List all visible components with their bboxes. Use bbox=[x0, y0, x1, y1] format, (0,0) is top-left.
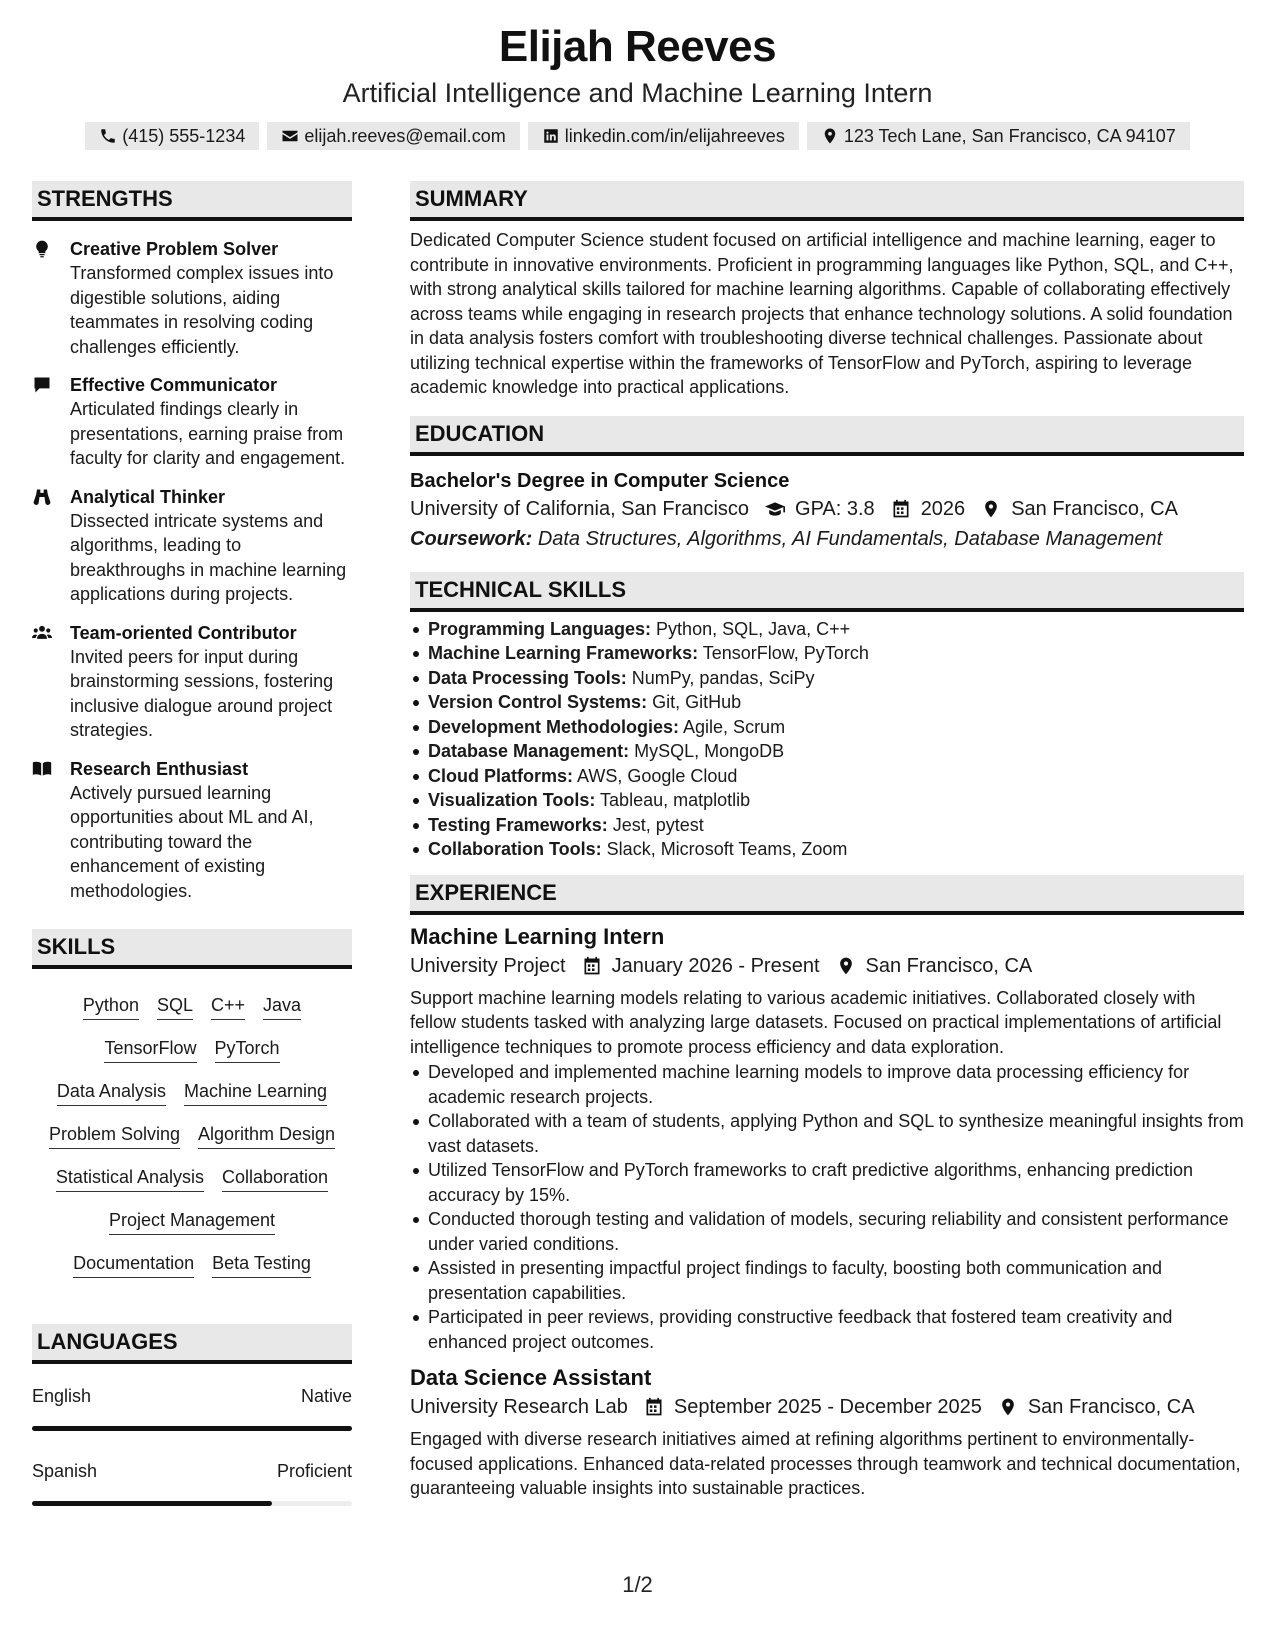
email-text: elijah.reeves@email.com bbox=[304, 125, 506, 146]
skill-chip: Project Management bbox=[109, 1200, 275, 1235]
envelope-icon bbox=[281, 127, 299, 145]
candidate-name: Elijah Reeves bbox=[498, 22, 777, 71]
contact-linkedin[interactable] bbox=[528, 122, 799, 150]
list-item: Developed and implemented machine learning models to improve data processing efficiency for academic research projects. bbox=[410, 1060, 1244, 1109]
graduation-year: 2026 bbox=[920, 497, 966, 520]
language-level: Native bbox=[300, 1386, 352, 1406]
job-dates: September 2025 - December 2025 bbox=[673, 1396, 982, 1418]
job-org: University Research Lab bbox=[410, 1396, 628, 1418]
list-item bbox=[410, 837, 1244, 862]
page-number: 1/2 bbox=[622, 1572, 653, 1597]
right-column bbox=[410, 181, 1244, 1501]
list-item: Collaborated with a team of students, applying Python and SQL to synthesize meaningful insights from vast datasets. bbox=[410, 1109, 1244, 1158]
skill-values: Tableau, matplotlib bbox=[600, 790, 751, 810]
strength-item bbox=[32, 485, 352, 607]
skill-values: AWS, Google Cloud bbox=[577, 765, 738, 786]
skill-chip: Beta Testing bbox=[212, 1243, 311, 1278]
coursework-label: Coursework: bbox=[410, 527, 533, 550]
skill-values: Slack, Microsoft Teams, Zoom bbox=[606, 839, 848, 859]
candidate-title: Artificial Intelligence and Machine Learning Intern bbox=[342, 78, 933, 108]
skills-list bbox=[32, 969, 352, 1278]
calendar-icon bbox=[644, 1397, 664, 1417]
job-bullets bbox=[410, 1060, 1244, 1354]
coursework-list: Data Structures, Algorithms, AI Fundamentals, Database Management bbox=[537, 527, 1163, 550]
strength-title: Research Enthusiast bbox=[70, 758, 249, 779]
strength-title: Effective Communicator bbox=[70, 375, 278, 395]
users-icon bbox=[32, 623, 52, 643]
skill-values: TensorFlow, PyTorch bbox=[702, 643, 869, 663]
job-entry bbox=[410, 1364, 1244, 1501]
education-meta bbox=[410, 494, 1244, 524]
language-name: English bbox=[32, 1386, 92, 1406]
lightbulb-icon bbox=[32, 239, 52, 259]
skill-chip: Python bbox=[83, 985, 139, 1020]
map-pin-icon bbox=[836, 956, 856, 976]
skill-chip: PyTorch bbox=[215, 1028, 280, 1063]
left-column bbox=[32, 181, 352, 1506]
strength-item bbox=[32, 757, 352, 904]
list-item: Conducted thorough testing and validation of models, securing reliability and consistent performance under varied conditions. bbox=[410, 1207, 1244, 1256]
language-item bbox=[32, 1459, 352, 1506]
skill-category: Data Processing Tools: bbox=[428, 667, 627, 688]
skill-values: NumPy, pandas, SciPy bbox=[631, 667, 815, 688]
gpa: GPA: 3.8 bbox=[795, 497, 875, 520]
skills-heading: SKILLS bbox=[32, 929, 352, 969]
skill-chip: TensorFlow bbox=[104, 1028, 196, 1063]
phone-icon bbox=[99, 127, 117, 145]
job-entry bbox=[410, 923, 1244, 1355]
job-location: San Francisco, CA bbox=[1027, 1396, 1195, 1418]
language-item bbox=[32, 1384, 352, 1431]
skill-category: Database Management: bbox=[428, 741, 630, 761]
coursework bbox=[410, 524, 1244, 554]
job-title: Data Science Assistant bbox=[410, 1365, 652, 1390]
map-pin-icon bbox=[998, 1397, 1018, 1417]
languages-heading: LANGUAGES bbox=[32, 1324, 352, 1364]
degree-title: Bachelor's Degree in Computer Science bbox=[410, 469, 790, 492]
book-icon bbox=[32, 759, 52, 779]
language-proficiency-fill bbox=[32, 1501, 272, 1506]
language-name: Spanish bbox=[32, 1461, 98, 1481]
skill-values: Python, SQL, Java, C++ bbox=[656, 618, 851, 639]
strength-desc: Dissected intricate systems and algorithms, leading to breakthroughs in machine learning applications during projects. bbox=[70, 510, 347, 604]
job-meta bbox=[410, 1392, 1244, 1422]
graduation-cap-icon bbox=[765, 499, 785, 519]
strength-item bbox=[32, 373, 352, 471]
technical-skills-list bbox=[410, 617, 1244, 862]
skill-chip: Problem Solving bbox=[49, 1114, 180, 1149]
list-item bbox=[410, 641, 1244, 666]
skill-chip: Algorithm Design bbox=[198, 1114, 335, 1149]
skill-category: Visualization Tools: bbox=[428, 790, 596, 810]
skill-chip: Documentation bbox=[73, 1243, 194, 1278]
education-heading: EDUCATION bbox=[410, 416, 1244, 456]
binoculars-icon bbox=[32, 487, 52, 507]
language-proficiency-bar bbox=[32, 1501, 352, 1506]
contact-email[interactable] bbox=[267, 122, 519, 150]
school-location: San Francisco, CA bbox=[1011, 497, 1178, 520]
strength-item bbox=[32, 621, 352, 743]
skill-chip: Java bbox=[263, 985, 301, 1020]
skill-chip: Data Analysis bbox=[57, 1071, 166, 1106]
linkedin-icon bbox=[542, 127, 560, 145]
strength-desc: Actively pursued learning opportunities about ML and AI, contributing toward the enhancement of existing methodologies. bbox=[70, 782, 314, 901]
skill-category: Development Methodologies: bbox=[428, 716, 680, 737]
list-item bbox=[410, 739, 1244, 764]
skill-values: MySQL, MongoDB bbox=[634, 741, 785, 761]
skill-chip: Machine Learning bbox=[184, 1071, 327, 1106]
summary-text: Dedicated Computer Science student focused on artificial intelligence and machine learning, eager to contribute in innovative environments. Proficient in programming languages like Python, SQL, and C++, with strong analytical skills tailored for machine learning algorithms. Capable of collaborating effectively across teams while engaging in research projects that enhance technology solutions. A solid foundation in data analysis fosters comfort with troubleshooting diverse technical challenges. Passionate about utilizing technical expertise within the frameworks of TensorFlow and PyTorch, aspiring to leverage academic knowledge into practical applications. bbox=[410, 230, 1234, 397]
list-item bbox=[410, 617, 1244, 642]
strength-title: Creative Problem Solver bbox=[70, 239, 279, 259]
strength-desc: Transformed complex issues into digestible solutions, aiding teammates in resolving coding challenges efficiently. bbox=[70, 263, 334, 357]
skill-category: Programming Languages: bbox=[428, 618, 652, 639]
skill-values: Jest, pytest bbox=[612, 814, 704, 835]
resume-header bbox=[0, 20, 1275, 150]
contact-bar bbox=[0, 122, 1275, 150]
strengths-heading: STRENGTHS bbox=[32, 181, 352, 221]
list-item: Participated in peer reviews, providing constructive feedback that fostered team creativity and enhanced project outcomes. bbox=[410, 1305, 1244, 1354]
calendar-icon bbox=[891, 499, 911, 519]
language-level: Proficient bbox=[276, 1461, 352, 1481]
skill-chip: SQL bbox=[157, 985, 193, 1020]
strength-title: Analytical Thinker bbox=[70, 486, 226, 507]
list-item: Utilized TensorFlow and PyTorch frameworks to craft predictive algorithms, enhancing prediction accuracy by 15%. bbox=[410, 1158, 1244, 1207]
skill-category: Cloud Platforms: bbox=[428, 765, 574, 786]
strength-item bbox=[32, 237, 352, 359]
list-item bbox=[410, 764, 1244, 789]
skill-category: Testing Frameworks: bbox=[428, 814, 608, 835]
list-item bbox=[410, 813, 1244, 838]
map-pin-icon bbox=[981, 499, 1001, 519]
linkedin-text: linkedin.com/in/elijahreeves bbox=[564, 125, 785, 146]
map-pin-icon bbox=[821, 127, 839, 145]
comment-icon bbox=[32, 375, 52, 395]
skill-category: Version Control Systems: bbox=[428, 692, 648, 712]
job-meta bbox=[410, 951, 1244, 981]
job-org: University Project bbox=[410, 954, 566, 977]
skill-chip: C++ bbox=[211, 985, 245, 1020]
job-location: San Francisco, CA bbox=[865, 954, 1033, 977]
list-item bbox=[410, 666, 1244, 691]
strength-desc: Articulated findings clearly in presentations, earning praise from faculty for clarity and engagement. bbox=[70, 399, 346, 468]
job-title: Machine Learning Intern bbox=[410, 923, 665, 949]
list-item bbox=[410, 788, 1244, 813]
strengths-list bbox=[32, 221, 352, 903]
skill-category: Collaboration Tools: bbox=[428, 839, 602, 859]
school-name: University of California, San Francisco bbox=[410, 497, 750, 520]
job-dates: January 2026 - Present bbox=[611, 954, 820, 977]
job-description: Support machine learning models relating to various academic initiatives. Collaborated closely with fellow students tasked with analyzing large datasets. Focused on practical implementations of artificial intelligence techniques to promote process efficiency and data exploration. bbox=[410, 987, 1222, 1057]
skill-chip: Statistical Analysis bbox=[56, 1157, 204, 1192]
address-text: 123 Tech Lane, San Francisco, CA 94107 bbox=[843, 125, 1176, 146]
skill-values: Git, GitHub bbox=[652, 692, 742, 712]
language-proficiency-bar bbox=[32, 1426, 352, 1431]
list-item: Assisted in presenting impactful project findings to faculty, boosting both communication and presentation capabilities. bbox=[410, 1256, 1244, 1305]
summary-heading: SUMMARY bbox=[410, 181, 1244, 221]
calendar-icon bbox=[582, 956, 602, 976]
skill-values: Agile, Scrum bbox=[683, 716, 786, 737]
contact-address bbox=[807, 122, 1190, 150]
experience-heading: EXPERIENCE bbox=[410, 875, 1244, 915]
technical-skills-heading: TECHNICAL SKILLS bbox=[410, 572, 1244, 612]
phone-text: (415) 555-1234 bbox=[122, 125, 246, 146]
job-description: Engaged with diverse research initiatives aimed at refining algorithms pertinent to environmentally-focused applications. Enhanced data-related processes through teamwork and technical documentation, guaranteeing valuable insights into sustainable practices. bbox=[410, 1429, 1241, 1498]
list-item bbox=[410, 690, 1244, 715]
skill-category: Machine Learning Frameworks: bbox=[428, 643, 699, 663]
contact-phone[interactable] bbox=[85, 122, 259, 150]
list-item bbox=[410, 715, 1244, 740]
language-proficiency-fill bbox=[32, 1426, 352, 1431]
strength-title: Team-oriented Contributor bbox=[70, 622, 297, 643]
skill-chip: Collaboration bbox=[222, 1157, 328, 1192]
strength-desc: Invited peers for input during brainstorming sessions, fostering inclusive dialogue around project strategies. bbox=[70, 646, 334, 740]
